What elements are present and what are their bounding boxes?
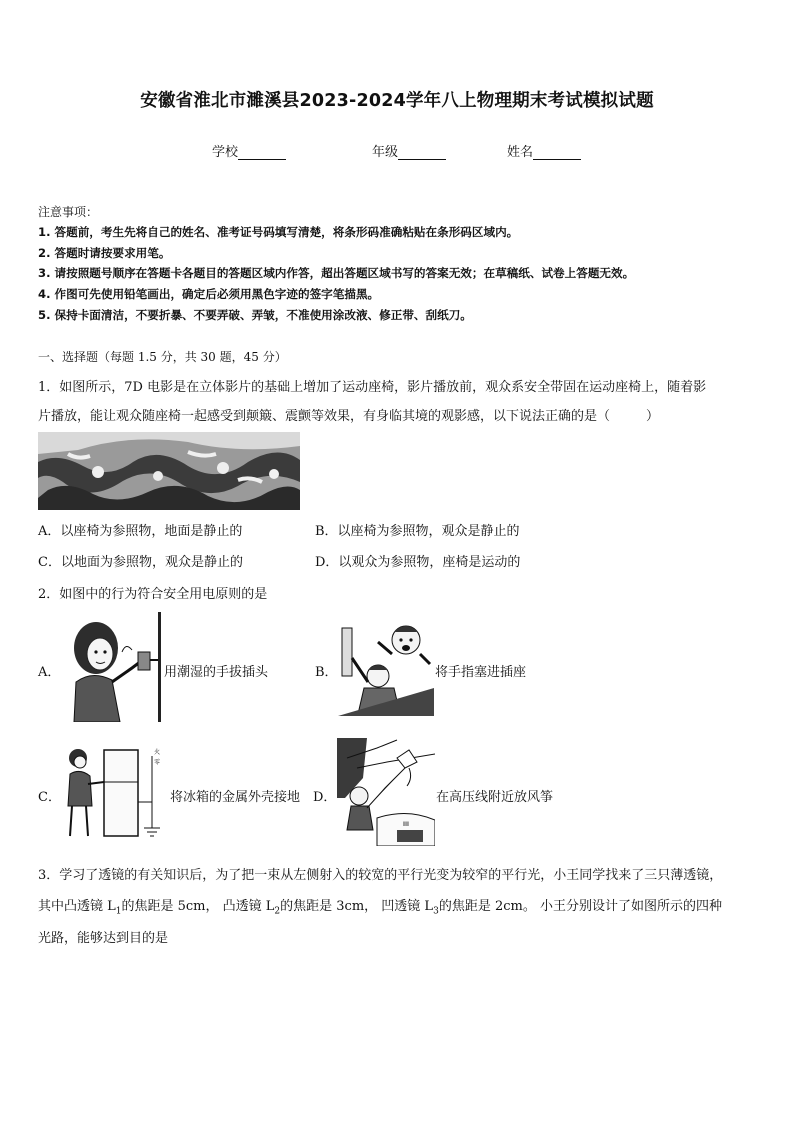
wet-hand-plug-illustration xyxy=(62,612,164,722)
q3-text-part: 的焦距是 3cm， 凹透镜 L xyxy=(280,899,434,914)
notice-item: 1. 答题前，考生先将自己的姓名、准考证号码填写清楚，将条形码准确粘贴在条形码区域内。 xyxy=(38,225,519,239)
svg-text:火: 火 xyxy=(154,749,161,756)
q1-stem-line2 xyxy=(38,405,659,424)
q3-subscript: 1 xyxy=(115,906,122,917)
finger-in-socket-illustration xyxy=(338,618,434,716)
q1-option-b[interactable]: B．以座椅为参照物，观众是静止的 xyxy=(315,524,520,539)
svg-text:ⅡⅡ: ⅡⅡ xyxy=(403,821,409,828)
school-field xyxy=(212,141,286,160)
grade-blank[interactable] xyxy=(398,146,446,160)
q3-text-part: 的焦距是 2cm。 小王分别设计了如图所示的四种 xyxy=(438,899,722,914)
q3-subscript: 3 xyxy=(433,906,439,917)
svg-text:零: 零 xyxy=(154,759,161,766)
notice-item: 5. 保持卡面清洁，不要折暴、不要弄破、弄皱，不准使用涂改液、修正带、刮纸刀。 xyxy=(38,308,472,322)
notice-item: 2. 答题时请按要求用笔。 xyxy=(38,246,171,260)
section-heading: 一、选择题（每题 1.5 分，共 30 题，45 分） xyxy=(38,350,287,364)
name-blank[interactable] xyxy=(533,146,581,160)
q2-option-a-text[interactable]: 用潮湿的手拔插头 xyxy=(164,665,269,680)
notice-item: 4. 作图可先使用铅笔画出，确定后必须用黑色字迹的签字笔描黑。 xyxy=(38,287,380,301)
school-label: 学校 xyxy=(212,145,239,160)
q2-option-d-text[interactable]: 在高压线附近放风筝 xyxy=(436,790,554,805)
q2-option-b-letter[interactable]: B． xyxy=(315,665,338,680)
q2-option-c-letter[interactable]: C． xyxy=(38,790,61,805)
q2-option-b-text[interactable]: 将手指塞进插座 xyxy=(435,665,527,680)
q2-option-d-letter[interactable]: D． xyxy=(313,790,337,805)
q3-text-part: 其中凸透镜 L xyxy=(38,899,116,914)
grade-label: 年级 xyxy=(372,145,399,160)
school-blank[interactable] xyxy=(238,146,286,160)
kite-near-power-line-illustration xyxy=(337,738,435,846)
q1-option-d[interactable]: D．以观众为参照物，座椅是运动的 xyxy=(315,555,521,570)
q3-subscript: 2 xyxy=(274,906,281,917)
page-title: 安徽省淮北市濉溪县2023-2024学年八上物理期末考试模拟试题 xyxy=(140,91,654,111)
q1-option-a[interactable]: A．以座椅为参照物，地面是静止的 xyxy=(38,524,243,539)
grade-field xyxy=(372,141,446,160)
q1-stem-text: 片播放，能让观众随座椅一起感受到颠簸、震颤等效果，有身临其境的观影感，以下说法正确的是（ xyxy=(38,409,611,424)
q3-text-part: 的焦距是 5cm， 凸透镜 L xyxy=(121,899,275,914)
q2-option-a-letter[interactable]: A． xyxy=(38,665,61,680)
q1-stem-line1: 1．如图所示，7D 电影是在立体影片的基础上增加了运动座椅，影片播放前，观众系安全带固在运动座椅上，随着影 xyxy=(38,380,707,395)
q3-stem-line2 xyxy=(38,895,722,917)
name-field xyxy=(507,141,581,160)
notice-item: 3. 请按照题号顺序在答题卡各题目的答题区域内作答，超出答题区域书写的答案无效；在草稿纸、试卷上答题无效。 xyxy=(38,266,635,280)
name-label: 姓名 xyxy=(507,145,534,160)
q3-stem-line1: 3．学习了透镜的有关知识后，为了把一束从左侧射入的较宽的平行光变为较窄的平行光，小王同学找来了三只薄透镜， xyxy=(38,868,723,883)
fridge-grounding-illustration xyxy=(60,742,170,842)
q1-stem-paren: ） xyxy=(646,409,660,424)
cinema-seat-photo xyxy=(38,432,300,510)
notice-heading: 注意事项： xyxy=(38,205,99,219)
q1-option-c[interactable]: C．以地面为参照物，观众是静止的 xyxy=(38,555,243,570)
q3-stem-line3: 光路，能够达到目的是 xyxy=(38,931,169,946)
q2-stem: 2．如图中的行为符合安全用电原则的是 xyxy=(38,587,268,602)
q2-option-c-text[interactable]: 将冰箱的金属外壳接地 xyxy=(170,790,301,805)
